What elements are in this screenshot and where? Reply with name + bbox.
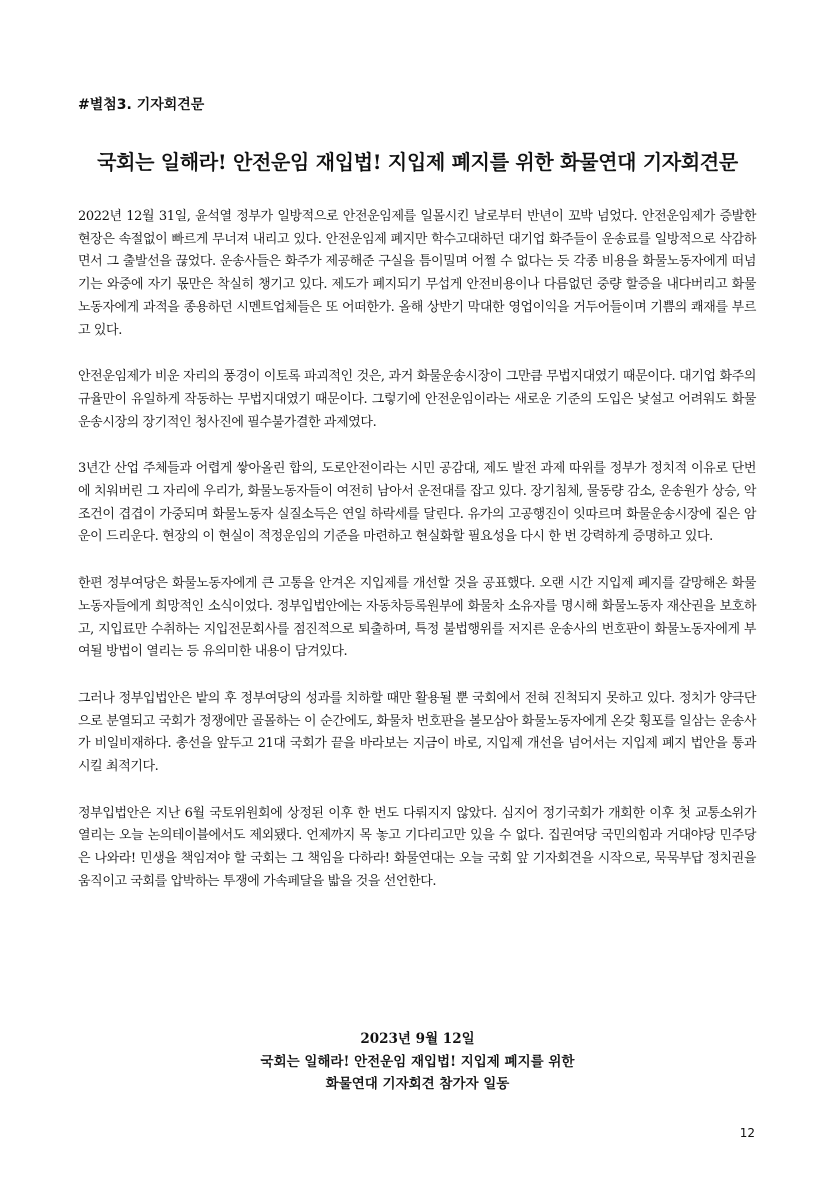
attachment-label: #별첨3. 기자회견문: [78, 97, 205, 113]
signature-block: [0, 1028, 835, 1096]
paragraph: 그러나 정부입법안은 밭의 후 정부여당의 성과를 치하할 때만 활용될 뿐 국회에서 전혀 진척되지 못하고 있다. 정치가 양극단으로 분열되고 국회가 정쟁에만 골몰하는 이 순간에도, 화물차 번호판을 볼모삼아 화물노동자에게 온갖 횡포를 일삼는 운송사가 비일비재하다. 총선을 앞두고 21대 국회가 끝을 바라보는 지금이 바로, 지입제 개선을 넘어서는 지입제 폐지 법안을 통과시킬 최적기다.: [78, 690, 756, 775]
paragraph: 2022년 12월 31일, 윤석열 정부가 일방적으로 안전운임제를 일몰시킨 날로부터 반년이 꼬박 넘었다. 안전운임제가 증발한 현장은 속절없이 빠르게 무너져 내리고 있다. 안전운임제 폐지만 학수고대하던 대기업 화주들이 운송료를 일방적으로 삭감하면서 그 출발선을 끊었다. 운송사들은 화주가 제공해준 구실을 틈이밀며 어쩔 수 없다는 듯 각종 비용을 화물노동자에게 떠넘기는 와중에 자기 몫만은 착실히 챙기고 있다. 제도가 폐지되기 무섭게 안전비용이나 다름없던 중량 할증을 내다버리고 화물노동자에게 과적을 종용하던 시멘트업체들은 또 어떠한가. 올해 상반기 막대한 영업이익을 거두어들이며 기쁨의 쾌재를 부르고 있다.: [78, 209, 756, 338]
signature-line: 국회는 일해라! 안전운임 재입법! 지입제 폐지를 위한: [260, 1053, 575, 1070]
page-number: 12: [739, 1126, 755, 1140]
paragraph: 정부입법안은 지난 6월 국토위원회에 상정된 이후 한 번도 다뤄지지 않았다. 심지어 정기국회가 개회한 이후 첫 교통소위가 열리는 오늘 논의테이블에서도 제외됐다. 언제까지 목 놓고 기다리고만 있을 수 없다. 집권여당 국민의힘과 거대야당 민주당은 나와라! 민생을 책임져야 할 국회는 그 책임을 다하라! 화물연대는 오늘 국회 앞 기자회견을 시작으로, 묵묵부답 정치권을 움직이고 국회를 압박하는 투쟁에 가속페달을 밟을 것을 선언한다.: [78, 805, 756, 889]
paragraph: 3년간 산업 주체들과 어렵게 쌓아올린 합의, 도로안전이라는 시민 공감대, 제도 발전 과제 따위를 정부가 정치적 이유로 단번에 치워버린 그 자리에 우리가, 화물노동자들이 여전히 남아서 운전대를 잡고 있다. 장기침체, 물동량 감소, 운송원가 상승, 악조건이 겹겹이 가중되며 화물노동자 실질소득은 연일 하락세를 달린다. 유가의 고공행진이 잇따르며 화물운송시장에 짙은 암운이 드리운다. 현장의 이 현실이 적정운임의 기준을 마련하고 현실화할 필요성을 다시 한 번 강력하게 증명하고 있다.: [78, 461, 756, 545]
signature-date: 2023년 9월 12일: [360, 1031, 475, 1047]
page-title: 국회는 일해라! 안전운임 재입법! 지입제 폐지를 위한 화물연대 기자회견문: [97, 150, 738, 174]
paragraph: 안전운임제가 비운 자리의 풍경이 이토록 파괴적인 것은, 과거 화물운송시장이 그만큼 무법지대였기 때문이다. 대기업 화주의 규율만이 유일하게 작동하는 무법지대였기 때문이다. 그렇기에 안전운임이라는 새로운 기준의 도입은 낯설고 어려워도 화물운송시장의 장기적인 청사진에 필수불가결한 과제였다.: [78, 369, 756, 430]
signature-line: 화물연대 기자회견 참가자 일동: [325, 1076, 510, 1092]
document-body: [78, 206, 756, 918]
paragraph: 한편 정부여당은 화물노동자에게 큰 고통을 안겨온 지입제를 개선할 것을 공표했다. 오랜 시간 지입제 폐지를 갈망해온 화물노동자들에게 희망적인 소식이었다. 정부입법안에는 자동차등록원부에 화물차 소유자를 명시해 화물노동자 재산권을 보호하고, 지입료만 수취하는 지입전문회사를 점진적으로 퇴출하며, 특정 불법행위를 저지른 운송사의 번호판이 화물노동자에게 부여될 방법이 열리는 등 유의미한 내용이 담겨있다.: [78, 576, 756, 660]
